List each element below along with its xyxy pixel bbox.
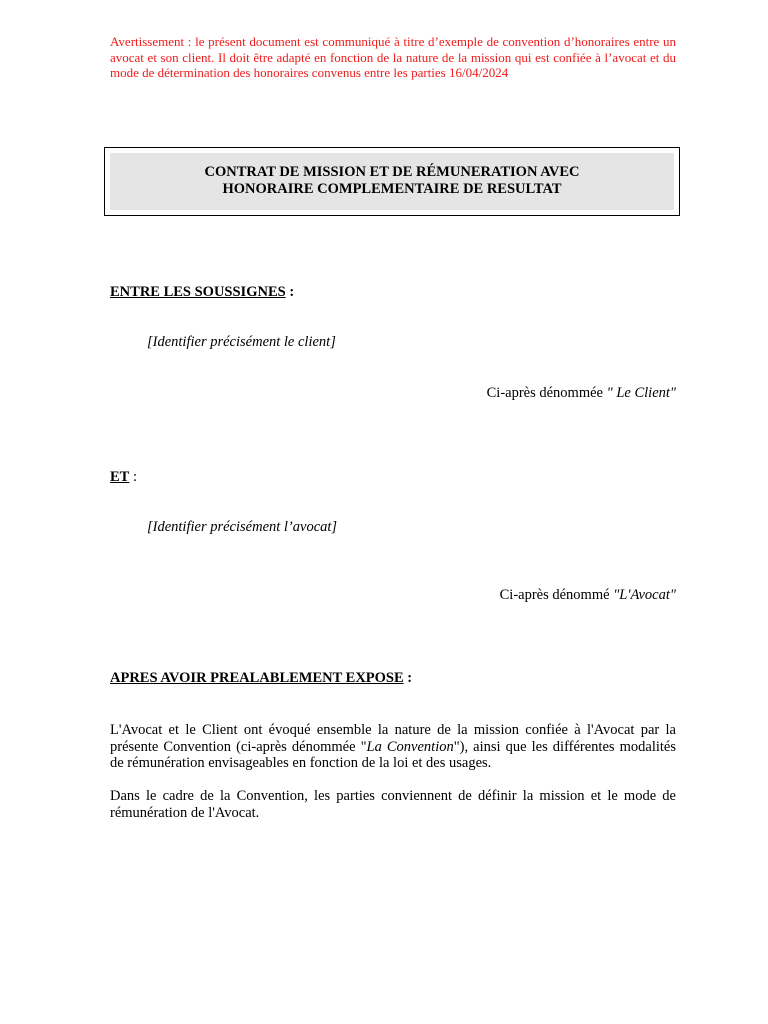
client-designation-prefix: Ci-après dénommée bbox=[486, 385, 607, 401]
paragraph-1-part-a: L'Avocat et le Client ont évoqué ensemble la nature de la mission confiée à l'Avocat par la présente Convention (ci-après dénommée " bbox=[110, 722, 676, 755]
paragraph-1-italic: La Convention bbox=[366, 738, 454, 755]
warning-notice: Avertissement : le présent document est communiqué à titre d’exemple de convention d’honoraires entre un avocat et son client. Il doit être adapté en fonction de la nature de la mission qui est confiée à l’avocat et du mode de détermination des honoraires convenus entre les parties 16/04/2024 bbox=[110, 34, 676, 80]
client-placeholder: [Identifier précisément le client] bbox=[147, 334, 336, 350]
client-designation-name: " Le Client" bbox=[606, 385, 676, 401]
heading-et-colon: : bbox=[129, 469, 137, 485]
heading-parties-colon: : bbox=[285, 284, 295, 300]
title-shading bbox=[110, 153, 674, 210]
document-title bbox=[110, 164, 674, 198]
heading-parties-text: ENTRE LES SOUSSIGNES bbox=[110, 284, 286, 300]
title-line-2: HONORAIRE COMPLEMENTAIRE DE RESULTAT bbox=[222, 181, 562, 197]
heading-expose-colon: : bbox=[403, 670, 413, 686]
heading-parties bbox=[110, 284, 294, 301]
paragraph-2: Dans le cadre de la Convention, les parties conviennent de définir la mission et le mode de rémunération de l'Avocat. bbox=[110, 788, 676, 821]
heading-expose bbox=[110, 670, 412, 687]
title-box bbox=[104, 147, 680, 216]
heading-et bbox=[110, 469, 137, 486]
avocat-placeholder: [Identifier précisément l’avocat] bbox=[147, 519, 338, 535]
avocat-designation bbox=[500, 587, 676, 604]
paragraph-1-part-b: "), ainsi que les différentes modalités de rémunération envisageables en fonction de la loi et des usages. bbox=[110, 738, 676, 771]
avocat-designation-name: "L'Avocat" bbox=[613, 587, 676, 603]
paragraph-1 bbox=[110, 722, 676, 772]
title-line-1: CONTRAT DE MISSION ET DE RÉMUNERATION AVEC bbox=[204, 164, 580, 180]
heading-et-text: ET bbox=[110, 469, 130, 485]
client-designation bbox=[487, 385, 676, 402]
avocat-designation-prefix: Ci-après dénommé bbox=[499, 587, 614, 603]
heading-expose-text: APRES AVOIR PREALABLEMENT EXPOSE bbox=[110, 670, 404, 686]
